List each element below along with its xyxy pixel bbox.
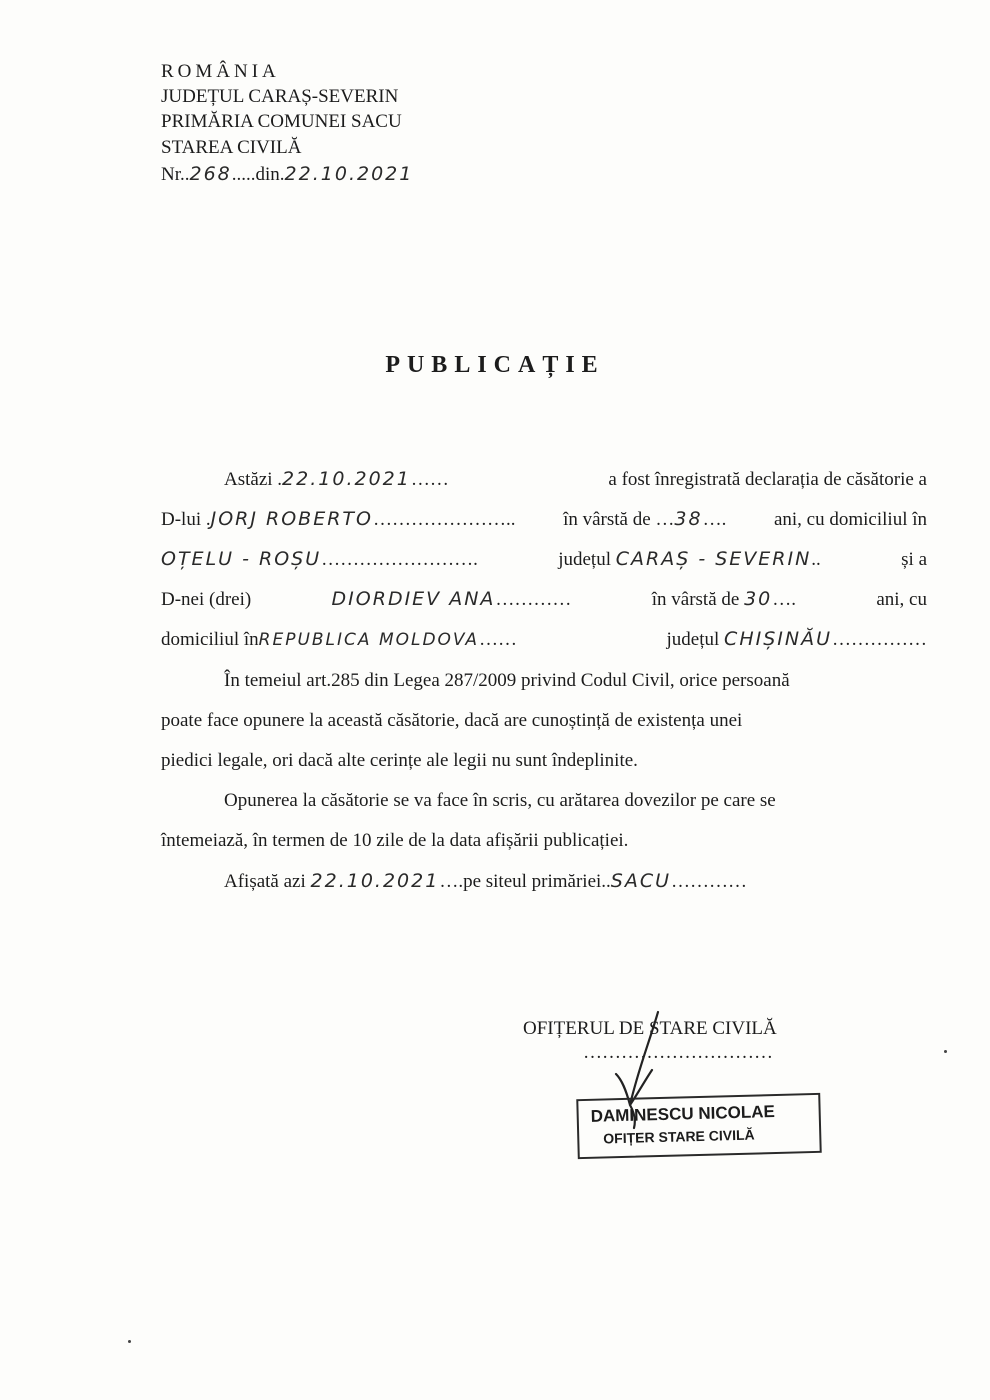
paragraph-2-line-2: poate face opunere la această căsătorie, dacă are cunoștință de existența unei bbox=[161, 710, 743, 731]
body-line-1: Astăzi .22.10.2021…… a fost înregistrată declarația de căsătorie a bbox=[224, 466, 927, 493]
paragraph-3-line-1: Opunerea la căsătorie se va face în scris, cu arătarea dovezilor pe care se bbox=[224, 790, 776, 811]
handwritten-groom-name: JORJ ROBERTO bbox=[210, 508, 373, 530]
officer-title: OFIȚERUL DE STARE CIVILĂ bbox=[523, 1018, 777, 1039]
signature-dots: ………………………… bbox=[583, 1042, 773, 1063]
handwritten-date: 22.10.2021 bbox=[282, 468, 411, 490]
body-line-2: D-lui .JORJ ROBERTO………………….. în vârstă de …38…. ani, cu domiciliul în bbox=[161, 506, 927, 533]
body-line-5: domiciliul înREPUBLICA MOLDOVA…… județul CHIȘINĂU…………… bbox=[161, 628, 927, 650]
text-age-label-2: în vârstă de bbox=[651, 589, 740, 610]
posted-line: Afișată azi 22.10.2021….pe siteul primăriei..SACU………… bbox=[224, 870, 748, 892]
body-line-3: OȚELU - ROȘU……………………. județul CARAȘ - SEVERIN.. și a bbox=[161, 546, 927, 573]
text-county-label-2: județul bbox=[666, 629, 720, 650]
text-dlui: D-lui bbox=[161, 509, 202, 530]
text-ani-cu: ani, cu bbox=[876, 589, 927, 610]
header-country: ROMÂNIA bbox=[161, 61, 280, 82]
header-city-hall: PRIMĂRIA COMUNEI SACU bbox=[161, 111, 402, 132]
handwritten-bride-age: 30 bbox=[744, 588, 773, 610]
text-astazi: Astăzi bbox=[224, 469, 273, 490]
stamp-role: OFIȚER STARE CIVILĂ bbox=[603, 1126, 755, 1147]
paragraph-2-line-3: piedici legale, ori dacă alte cerințe ale legii nu sunt îndeplinite. bbox=[161, 750, 638, 771]
handwritten-commune: SACU bbox=[610, 870, 672, 892]
paragraph-2-line-1: În temeiul art.285 din Legea 287/2009 privind Codul Civil, orice persoană bbox=[224, 670, 790, 691]
handwritten-posted-date: 22.10.2021 bbox=[310, 870, 440, 892]
text-domicile-label-2: domiciliul în bbox=[161, 629, 259, 650]
header-registration: Nr..268.....din.22.10.2021 bbox=[161, 163, 414, 185]
text-age-label: în vârstă de bbox=[563, 509, 651, 530]
handwritten-groom-place: OȚELU - ROȘU bbox=[161, 548, 322, 570]
text-county-label: județul bbox=[558, 549, 611, 570]
page-title: PUBLICAȚIE bbox=[385, 352, 605, 378]
text-domicile-label: ani, cu domiciliul în bbox=[773, 509, 927, 530]
body-line-4: D-nei (drei) DIORDIEV ANA………… în vârstă de 30…. ani, cu bbox=[161, 586, 927, 613]
header-county: JUDEȚUL CARAȘ-SEVERIN bbox=[161, 86, 399, 107]
scan-speck bbox=[128, 1340, 131, 1343]
text-declaration: a fost înregistrată declarația de căsătorie a bbox=[608, 469, 927, 490]
handwritten-groom-age: 38 bbox=[674, 508, 703, 530]
paragraph-3-line-2: întemeiază, în termen de 10 zile de la data afișării publicației. bbox=[161, 830, 629, 851]
header-office: STAREA CIVILĂ bbox=[161, 137, 302, 158]
nr-label: Nr. bbox=[161, 164, 185, 185]
text-site: pe siteul primăriei bbox=[463, 871, 602, 892]
nr-value: 268 bbox=[189, 163, 232, 185]
text-afisata: Afișată azi bbox=[224, 871, 306, 892]
handwritten-bride-place: REPUBLICA MOLDOVA bbox=[258, 630, 480, 650]
official-stamp bbox=[576, 1093, 821, 1159]
handwritten-bride-county: CHIȘINĂU bbox=[724, 628, 832, 650]
stamp-name: DAMINESCU NICOLAE bbox=[590, 1102, 776, 1126]
din-value: 22.10.2021 bbox=[284, 163, 414, 185]
handwritten-bride-name: DIORDIEV ANA bbox=[331, 588, 496, 610]
text-si-a: și a bbox=[901, 549, 927, 570]
text-dnei: D-nei (drei) bbox=[161, 589, 252, 610]
scan-speck bbox=[944, 1050, 947, 1053]
din-label: din bbox=[255, 164, 280, 185]
handwritten-groom-county: CARAȘ - SEVERIN bbox=[615, 548, 812, 570]
